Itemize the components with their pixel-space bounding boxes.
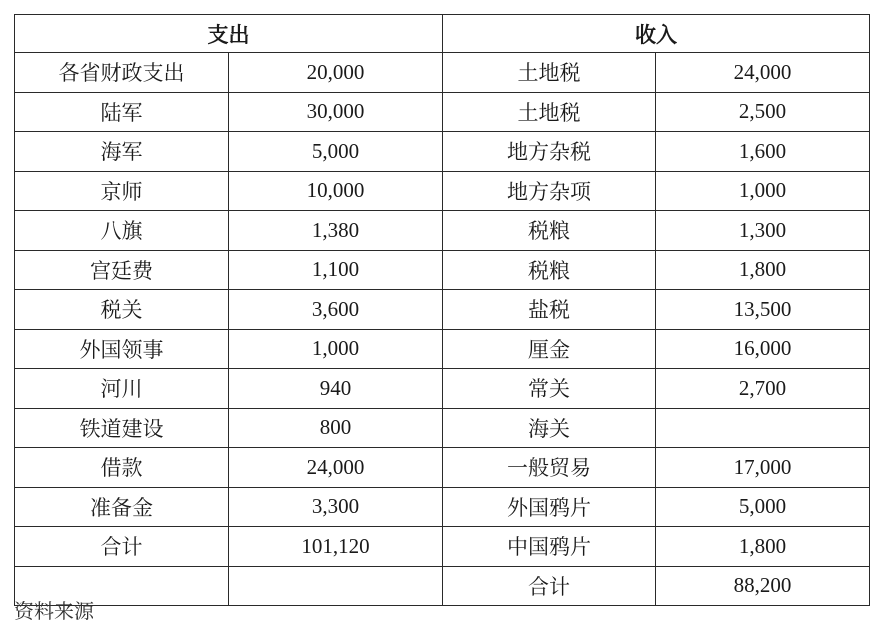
budget-table <box>14 14 870 606</box>
expenditure-amount-cell: 30,000 <box>229 92 443 132</box>
table-row <box>15 132 870 172</box>
table-row <box>15 408 870 448</box>
revenue-item-cell: 税粮 <box>443 211 656 251</box>
revenue-item-cell: 合计 <box>443 566 656 606</box>
expenditure-amount-cell: 1,100 <box>229 250 443 290</box>
expenditure-item-cell: 铁道建设 <box>15 408 229 448</box>
revenue-amount-cell: 24,000 <box>656 53 870 93</box>
table-row <box>15 369 870 409</box>
expenditure-item-cell: 税关 <box>15 290 229 330</box>
expenditure-item-cell: 准备金 <box>15 487 229 527</box>
revenue-item-cell: 土地税 <box>443 53 656 93</box>
revenue-item-cell: 税粮 <box>443 250 656 290</box>
expenditure-amount-cell: 10,000 <box>229 171 443 211</box>
footnote-text: 资料来源 <box>14 599 94 623</box>
expenditure-item-cell: 河川 <box>15 369 229 409</box>
revenue-item-cell: 一般贸易 <box>443 448 656 488</box>
revenue-amount-cell: 1,600 <box>656 132 870 172</box>
table-row <box>15 92 870 132</box>
expenditure-amount-cell: 940 <box>229 369 443 409</box>
expenditure-item-cell: 八旗 <box>15 211 229 251</box>
revenue-item-cell: 中国鸦片 <box>443 527 656 567</box>
revenue-amount-cell: 5,000 <box>656 487 870 527</box>
table-row <box>15 566 870 606</box>
revenue-item-cell: 地方杂税 <box>443 132 656 172</box>
expenditure-amount-cell: 5,000 <box>229 132 443 172</box>
revenue-item-cell: 常关 <box>443 369 656 409</box>
revenue-item-cell: 盐税 <box>443 290 656 330</box>
revenue-amount-cell: 1,300 <box>656 211 870 251</box>
revenue-item-cell: 厘金 <box>443 329 656 369</box>
header-row <box>15 15 870 53</box>
expenditure-item-cell: 借款 <box>15 448 229 488</box>
expenditure-item-cell: 京师 <box>15 171 229 211</box>
table-row <box>15 487 870 527</box>
revenue-amount-cell: 1,000 <box>656 171 870 211</box>
revenue-amount-cell: 1,800 <box>656 527 870 567</box>
revenue-amount-cell: 88,200 <box>656 566 870 606</box>
revenue-amount-cell: 2,700 <box>656 369 870 409</box>
revenue-item-cell: 外国鸦片 <box>443 487 656 527</box>
table-body <box>15 53 870 606</box>
table-row <box>15 171 870 211</box>
expenditure-amount-cell: 101,120 <box>229 527 443 567</box>
revenue-item-cell: 海关 <box>443 408 656 448</box>
revenue-amount-cell: 13,500 <box>656 290 870 330</box>
expenditure-amount-cell: 24,000 <box>229 448 443 488</box>
revenue-amount-cell: 17,000 <box>656 448 870 488</box>
expenditure-amount-cell: 20,000 <box>229 53 443 93</box>
expenditure-item-cell: 宫廷费 <box>15 250 229 290</box>
revenue-amount-cell <box>656 408 870 448</box>
expenditure-item-cell: 各省财政支出 <box>15 53 229 93</box>
expenditure-item-cell: 外国领事 <box>15 329 229 369</box>
expenditure-item-cell: 陆军 <box>15 92 229 132</box>
expenditure-header: 支出 <box>15 15 443 53</box>
table-row <box>15 211 870 251</box>
table-row <box>15 53 870 93</box>
revenue-item-cell: 土地税 <box>443 92 656 132</box>
expenditure-amount-cell <box>229 566 443 606</box>
expenditure-amount-cell: 800 <box>229 408 443 448</box>
table-row <box>15 329 870 369</box>
table-row <box>15 250 870 290</box>
table-row <box>15 448 870 488</box>
revenue-amount-cell: 1,800 <box>656 250 870 290</box>
expenditure-amount-cell: 1,000 <box>229 329 443 369</box>
revenue-item-cell: 地方杂项 <box>443 171 656 211</box>
revenue-amount-cell: 2,500 <box>656 92 870 132</box>
table-row <box>15 527 870 567</box>
revenue-header: 收入 <box>443 15 870 53</box>
table-row <box>15 290 870 330</box>
revenue-amount-cell: 16,000 <box>656 329 870 369</box>
expenditure-amount-cell: 3,600 <box>229 290 443 330</box>
expenditure-amount-cell: 1,380 <box>229 211 443 251</box>
expenditure-item-cell: 海军 <box>15 132 229 172</box>
expenditure-item-cell: 合计 <box>15 527 229 567</box>
expenditure-amount-cell: 3,300 <box>229 487 443 527</box>
